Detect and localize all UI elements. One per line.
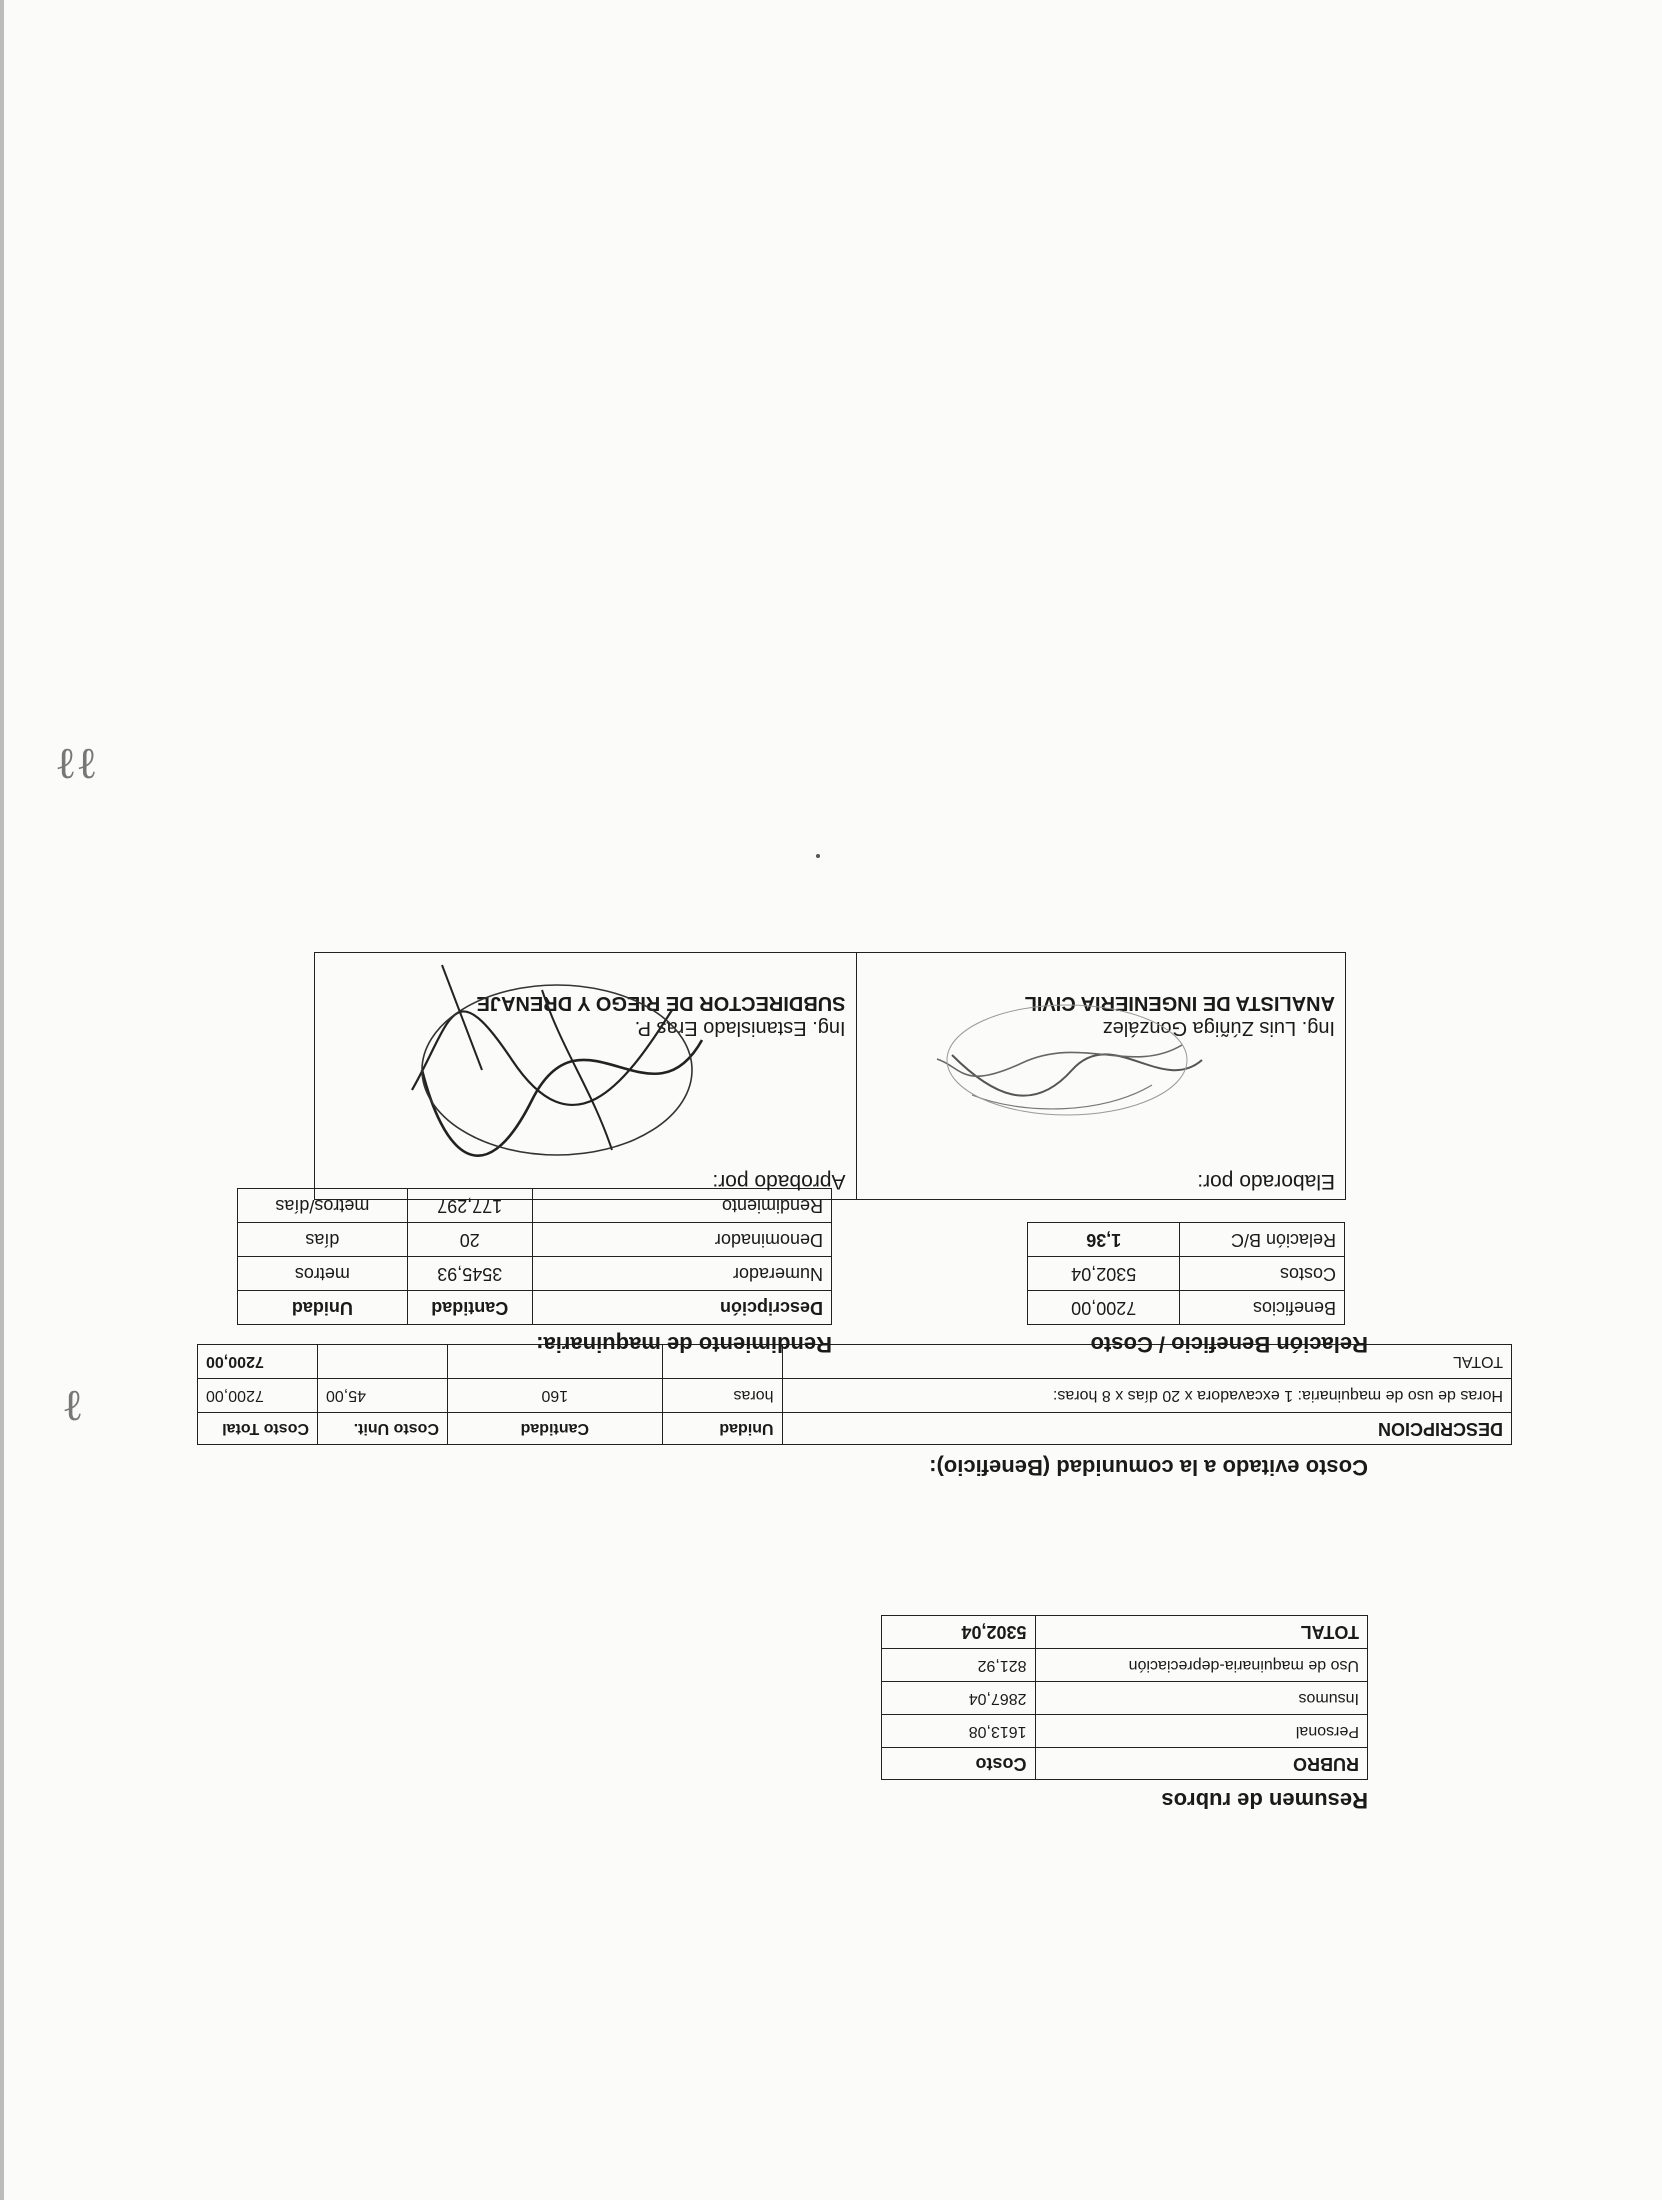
table-row <box>238 1257 832 1291</box>
header-cantidad: Cantidad <box>447 1413 662 1445</box>
signature-table <box>314 952 1346 1200</box>
rendimiento-title: Rendimiento de maquinaria: <box>536 1332 832 1357</box>
costo-unit-cell: 45,00 <box>318 1379 448 1413</box>
rendimiento-cantidad-cell: 3545,93 <box>407 1257 532 1291</box>
descripcion-cell: Horas de uso de maquinaria: 1 excavadora x 20 días x 8 horas: <box>782 1379 1511 1413</box>
margin-mark: ℓℓ <box>55 738 98 789</box>
resumen-header-rubro: RUBRO <box>1035 1748 1367 1780</box>
table-row <box>1028 1223 1345 1257</box>
resumen-header-costo: Costo <box>882 1748 1036 1780</box>
margin-mark: ℓ <box>62 1380 84 1431</box>
resumen-rubro-cell: Personal <box>1035 1715 1367 1748</box>
rendimiento-cantidad-cell: 20 <box>407 1223 532 1257</box>
resumen-costo-cell: 2867,04 <box>882 1682 1036 1715</box>
aprobado-role: SUBDIRECTOR DE RIEGO Y DRENAJE <box>476 992 846 1014</box>
table-row <box>1028 1291 1345 1325</box>
header-unidad: Unidad <box>238 1291 408 1325</box>
relacion-label-cell: Beneficios <box>1180 1291 1345 1325</box>
table-row <box>882 1715 1368 1748</box>
costo-total-cell: 7200,00 <box>198 1379 318 1413</box>
aprobado-label: Aprobado por: <box>712 1170 846 1193</box>
rendimiento-unidad-cell: días <box>238 1223 408 1257</box>
header-costo-unit: Costo Unit. <box>318 1413 448 1445</box>
resumen-title: Resumen de rubros <box>1161 1788 1368 1813</box>
resumen-costo-cell: 1613,08 <box>882 1715 1036 1748</box>
rendimiento-unidad-cell: metros/días <box>238 1189 408 1223</box>
elaborado-label: Elaborado por: <box>1197 1170 1335 1193</box>
aprobado-name: Ing. Estanislado Eras P. <box>634 1017 846 1039</box>
elaborado-role: ANALISTA DE INGENIERIA CIVIL <box>1024 992 1335 1014</box>
table-row <box>238 1223 832 1257</box>
costo-evitado-table <box>197 1344 1512 1445</box>
header-descripcion: Descripción <box>532 1291 831 1325</box>
resumen-rubro-cell: Insumos <box>1035 1682 1367 1715</box>
empty-cell <box>318 1345 448 1379</box>
relacion-value-cell: 7200,00 <box>1028 1291 1180 1325</box>
rendimiento-table <box>237 1188 832 1325</box>
rendimiento-header-row <box>238 1291 832 1325</box>
header-unidad: Unidad <box>662 1413 782 1445</box>
cantidad-cell: 160 <box>447 1379 662 1413</box>
relacion-value-cell: 5302,04 <box>1028 1257 1180 1291</box>
costo-evitado-title: Costo evitado a la comunidad (Beneficio): <box>929 1455 1368 1480</box>
elaborado-name: Ing. Luis Zúñiga González <box>1102 1017 1335 1039</box>
header-cantidad: Cantidad <box>407 1291 532 1325</box>
relacion-title: Relación Beneficio / Costo <box>1090 1332 1368 1357</box>
relacion-label-cell: Costos <box>1180 1257 1345 1291</box>
stray-dot <box>816 854 820 858</box>
relacion-value-cell: 1,36 <box>1028 1223 1180 1257</box>
table-row <box>1028 1257 1345 1291</box>
resumen-total-label: TOTAL <box>1035 1616 1367 1649</box>
unidad-cell: horas <box>662 1379 782 1413</box>
resumen-total-row <box>882 1616 1368 1649</box>
costo-evitado-header-row <box>198 1413 1512 1445</box>
header-descripcion: DESCRIPCION <box>782 1413 1511 1445</box>
table-row <box>882 1649 1368 1682</box>
aprobado-cell <box>315 953 857 1200</box>
resumen-table <box>881 1615 1368 1780</box>
table-row <box>882 1682 1368 1715</box>
costo-evitado-total-value: 7200,00 <box>198 1345 318 1379</box>
relacion-table <box>1027 1222 1345 1325</box>
resumen-header-row <box>882 1748 1368 1780</box>
resumen-total-value: 5302,04 <box>882 1616 1036 1649</box>
costo-evitado-total-label: TOTAL <box>782 1345 1511 1379</box>
table-row <box>198 1379 1512 1413</box>
rendimiento-descripcion-cell: Denominador <box>532 1223 831 1257</box>
elaborado-cell <box>856 953 1345 1200</box>
resumen-costo-cell: 821,92 <box>882 1649 1036 1682</box>
rendimiento-descripcion-cell: Rendimiento <box>532 1189 831 1223</box>
rendimiento-cantidad-cell: 177,297 <box>407 1189 532 1223</box>
resumen-rubro-cell: Uso de maquinaria-depreciación <box>1035 1649 1367 1682</box>
header-costo-total: Costo Total <box>198 1413 318 1445</box>
rendimiento-unidad-cell: metros <box>238 1257 408 1291</box>
relacion-label-cell: Relación B/C <box>1180 1223 1345 1257</box>
rendimiento-descripcion-cell: Numerador <box>532 1257 831 1291</box>
